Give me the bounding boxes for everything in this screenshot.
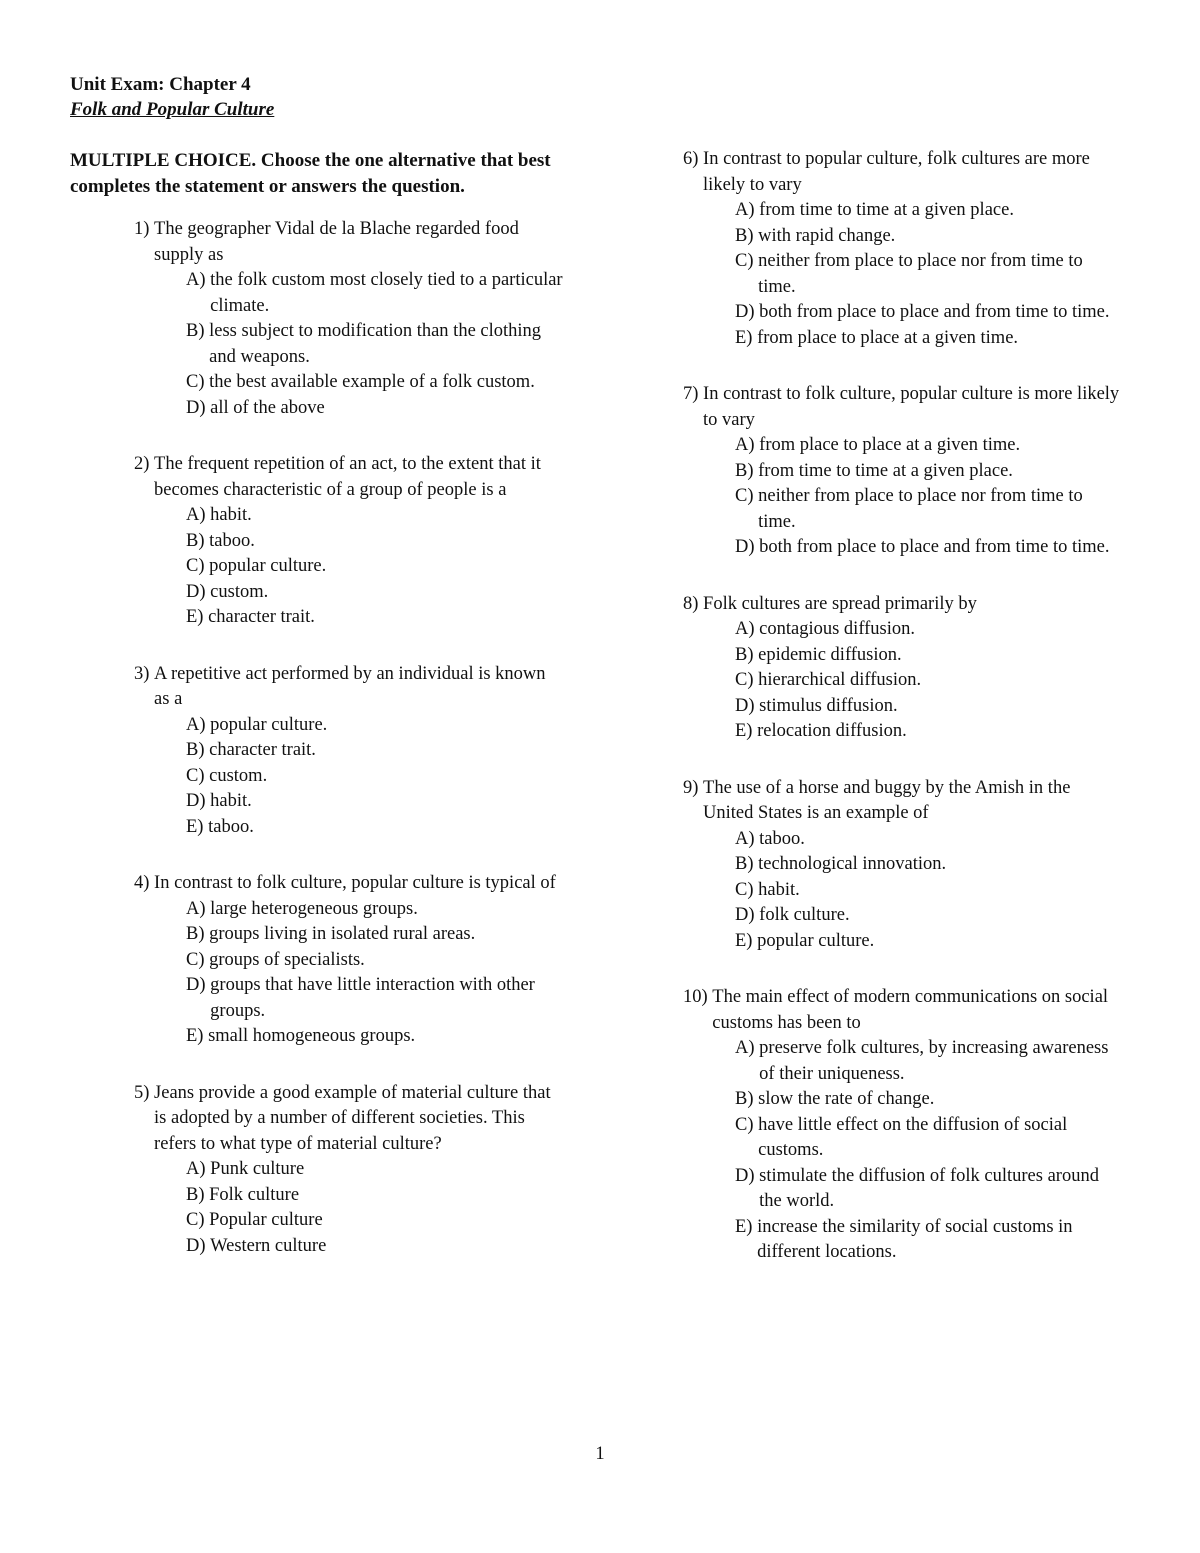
answer-option <box>735 326 1123 352</box>
answer-option <box>735 878 1123 904</box>
option-letter: B) <box>735 1089 754 1109</box>
question-stem <box>134 452 564 503</box>
answer-options <box>134 268 564 421</box>
option-text: Folk culture <box>209 1184 300 1205</box>
option-letter: A) <box>735 828 755 849</box>
option-letter: D) <box>735 302 755 322</box>
option-letter: C) <box>186 949 205 970</box>
answer-option <box>735 433 1123 459</box>
answer-option <box>735 827 1123 853</box>
option-text: from time to time at a given place. <box>758 460 1013 481</box>
answer-option <box>186 948 564 974</box>
option-text: the best available example of a folk custom. <box>209 372 535 392</box>
option-letter: C) <box>186 556 205 576</box>
answer-option <box>186 1157 564 1183</box>
answer-option <box>186 738 564 764</box>
question-text: The main effect of modern communications on social customs has been to <box>712 987 1109 1033</box>
option-text: contagious diffusion. <box>759 619 916 639</box>
answer-option <box>735 694 1123 720</box>
question-stem <box>683 147 1123 198</box>
option-letter: D) <box>735 905 755 925</box>
answer-option <box>735 1036 1123 1087</box>
question-text: A repetitive act performed by an individual is known as a <box>154 663 546 709</box>
question-number: 10) <box>683 987 708 1007</box>
option-letter: E) <box>735 1216 753 1237</box>
option-letter: E) <box>735 327 753 348</box>
option-text: preserve folk cultures, by increasing awareness of their uniqueness. <box>759 1038 1109 1084</box>
question-text: In contrast to folk culture, popular culture is more likely to vary <box>703 384 1120 430</box>
answer-option <box>186 1208 564 1234</box>
answer-option <box>186 529 564 555</box>
option-text: the folk custom most closely tied to a particular climate. <box>210 270 563 316</box>
answer-options <box>683 827 1123 955</box>
option-letter: A) <box>186 714 206 735</box>
option-letter: C) <box>735 486 754 506</box>
left-question-column <box>134 217 564 1290</box>
option-text: Punk culture <box>210 1159 305 1179</box>
question-item <box>683 776 1123 955</box>
question-item <box>134 662 564 841</box>
option-letter: C) <box>735 251 754 271</box>
option-letter: D) <box>735 1165 755 1186</box>
answer-option <box>186 897 564 923</box>
option-text: custom. <box>210 581 269 602</box>
answer-option <box>186 268 564 319</box>
page-number: 1 <box>595 1444 605 1464</box>
option-text: neither from place to place nor from time to time. <box>758 486 1083 532</box>
answer-options <box>134 897 564 1050</box>
option-letter: A) <box>186 270 206 290</box>
option-text: popular culture. <box>757 930 875 951</box>
option-text: stimulus diffusion. <box>759 695 898 716</box>
option-text: groups of specialists. <box>209 949 365 970</box>
option-letter: D) <box>186 791 206 811</box>
question-stem <box>134 217 564 268</box>
option-letter: C) <box>186 765 205 786</box>
answer-option <box>186 503 564 529</box>
option-text: from time to time at a given place. <box>759 200 1014 220</box>
answer-option <box>186 319 564 370</box>
answer-option <box>186 605 564 631</box>
option-letter: E) <box>186 607 204 627</box>
question-item <box>683 147 1123 351</box>
question-stem <box>134 662 564 713</box>
option-text: from place to place at a given time. <box>757 327 1019 348</box>
answer-option <box>735 484 1123 535</box>
option-text: have little effect on the diffusion of social customs. <box>758 1114 1068 1160</box>
answer-option <box>186 1234 564 1260</box>
answer-option <box>186 1024 564 1050</box>
option-letter: A) <box>735 435 755 455</box>
option-letter: D) <box>735 537 755 557</box>
answer-options <box>683 617 1123 745</box>
answer-option <box>735 224 1123 250</box>
option-letter: D) <box>735 695 755 716</box>
question-number: 1) <box>134 219 150 239</box>
section-instructions: MULTIPLE CHOICE. Choose the one alternative that best completes the statement or answers the question. <box>70 150 551 197</box>
question-text: Jeans provide a good example of material culture that is adopted by a number of different societies. This refers to what type of material culture? <box>154 1082 551 1154</box>
option-letter: B) <box>735 460 754 481</box>
option-text: epidemic diffusion. <box>758 644 902 665</box>
answer-option <box>735 1113 1123 1164</box>
question-text: The geographer Vidal de la Blache regarded food supply as <box>154 219 519 265</box>
option-text: habit. <box>210 505 252 525</box>
option-letter: B) <box>735 225 754 246</box>
answer-option <box>735 719 1123 745</box>
answer-option <box>186 396 564 422</box>
answer-option <box>735 1164 1123 1215</box>
option-letter: C) <box>735 879 754 900</box>
question-text: In contrast to popular culture, folk cultures are more likely to vary <box>703 149 1090 195</box>
answer-option <box>186 1183 564 1209</box>
option-text: large heterogeneous groups. <box>210 898 418 919</box>
question-number: 6) <box>683 149 699 169</box>
option-text: hierarchical diffusion. <box>758 670 922 690</box>
question-number: 8) <box>683 593 699 614</box>
option-text: taboo. <box>759 828 805 849</box>
option-letter: B) <box>186 1184 205 1205</box>
option-text: groups that have little interaction with other groups. <box>210 975 535 1021</box>
answer-options <box>134 503 564 631</box>
question-stem <box>683 985 1123 1036</box>
option-letter: D) <box>186 581 206 602</box>
answer-options <box>683 198 1123 351</box>
question-stem <box>134 871 564 897</box>
answer-option <box>186 922 564 948</box>
option-text: taboo. <box>208 816 254 837</box>
question-stem <box>683 592 1123 618</box>
option-letter: A) <box>186 1159 206 1179</box>
answer-option <box>735 249 1123 300</box>
question-number: 4) <box>134 873 150 893</box>
exam-subtitle: Folk and Popular Culture <box>70 99 275 120</box>
option-text: groups living in isolated rural areas. <box>209 924 476 944</box>
option-text: taboo. <box>209 530 255 551</box>
option-text: from place to place at a given time. <box>759 435 1021 455</box>
option-letter: A) <box>186 505 206 525</box>
option-text: technological innovation. <box>758 854 947 874</box>
answer-option <box>735 459 1123 485</box>
question-number: 2) <box>134 454 150 474</box>
answer-option <box>735 1215 1123 1266</box>
option-text: habit. <box>210 791 252 811</box>
option-text: popular culture. <box>210 714 328 735</box>
question-number: 9) <box>683 777 699 798</box>
right-question-column <box>683 147 1123 1297</box>
answer-option <box>735 617 1123 643</box>
option-text: Popular culture <box>209 1210 323 1230</box>
option-text: folk culture. <box>759 905 850 925</box>
option-letter: B) <box>735 644 754 665</box>
question-text: The frequent repetition of an act, to the extent that it becomes characteristic of a group of people is a <box>154 454 541 500</box>
option-text: less subject to modification than the clothing and weapons. <box>209 321 542 367</box>
option-text: popular culture. <box>209 556 327 576</box>
answer-option <box>186 370 564 396</box>
option-letter: D) <box>186 1235 206 1256</box>
option-text: slow the rate of change. <box>758 1089 935 1109</box>
question-stem <box>134 1081 564 1158</box>
answer-option <box>186 580 564 606</box>
answer-option <box>186 713 564 739</box>
question-item <box>134 871 564 1050</box>
option-letter: D) <box>186 397 206 418</box>
option-text: character trait. <box>208 607 315 627</box>
option-letter: B) <box>735 854 754 874</box>
answer-option <box>186 554 564 580</box>
question-text: Folk cultures are spread primarily by <box>703 593 977 614</box>
option-letter: C) <box>735 1114 754 1135</box>
option-letter: E) <box>186 816 204 837</box>
answer-option <box>735 535 1123 561</box>
answer-option <box>735 643 1123 669</box>
question-text: In contrast to folk culture, popular culture is typical of <box>154 873 556 893</box>
question-text: The use of a horse and buggy by the Amish in the United States is an example of <box>703 777 1071 823</box>
option-letter: A) <box>186 898 206 919</box>
option-letter: E) <box>186 1026 204 1046</box>
answer-options <box>134 1157 564 1259</box>
answer-option <box>735 668 1123 694</box>
option-letter: D) <box>186 975 206 995</box>
option-text: increase the similarity of social customs in different locations. <box>757 1216 1073 1262</box>
question-item <box>134 1081 564 1260</box>
option-letter: C) <box>186 1210 205 1230</box>
question-stem <box>683 382 1123 433</box>
option-text: both from place to place and from time to time. <box>759 302 1110 322</box>
option-text: all of the above <box>210 397 325 418</box>
question-stem <box>683 776 1123 827</box>
option-text: relocation diffusion. <box>757 721 907 741</box>
answer-options <box>683 433 1123 561</box>
answer-option <box>735 1087 1123 1113</box>
option-letter: E) <box>735 930 753 951</box>
option-text: with rapid change. <box>758 225 896 246</box>
answer-options <box>134 713 564 841</box>
question-item <box>134 217 564 421</box>
option-text: character trait. <box>209 740 316 760</box>
answer-option <box>735 300 1123 326</box>
answer-option <box>735 852 1123 878</box>
question-number: 5) <box>134 1082 150 1103</box>
answer-option <box>186 764 564 790</box>
option-text: custom. <box>209 765 268 786</box>
option-letter: E) <box>735 721 753 741</box>
option-text: both from place to place and from time to time. <box>759 537 1110 557</box>
question-item <box>683 592 1123 745</box>
option-text: Western culture <box>210 1235 327 1256</box>
question-item <box>683 382 1123 561</box>
option-letter: A) <box>735 619 755 639</box>
option-letter: A) <box>735 200 755 220</box>
option-letter: A) <box>735 1038 755 1058</box>
answer-option <box>735 929 1123 955</box>
question-number: 7) <box>683 384 699 404</box>
option-letter: B) <box>186 924 205 944</box>
answer-option <box>735 903 1123 929</box>
question-number: 3) <box>134 663 150 684</box>
exam-header <box>70 72 274 122</box>
option-letter: B) <box>186 530 205 551</box>
answer-option <box>735 198 1123 224</box>
option-letter: C) <box>186 372 205 392</box>
option-letter: B) <box>186 321 205 341</box>
question-item <box>134 452 564 631</box>
option-text: neither from place to place nor from time to time. <box>758 251 1083 297</box>
answer-option <box>186 815 564 841</box>
answer-options <box>683 1036 1123 1266</box>
option-text: habit. <box>758 879 800 900</box>
answer-option <box>186 973 564 1024</box>
answer-option <box>186 789 564 815</box>
option-text: small homogeneous groups. <box>208 1026 416 1046</box>
exam-title: Unit Exam: Chapter 4 <box>70 74 251 95</box>
option-letter: C) <box>735 670 754 690</box>
option-text: stimulate the diffusion of folk cultures around the world. <box>759 1165 1099 1211</box>
option-letter: B) <box>186 740 205 760</box>
question-item <box>683 985 1123 1266</box>
